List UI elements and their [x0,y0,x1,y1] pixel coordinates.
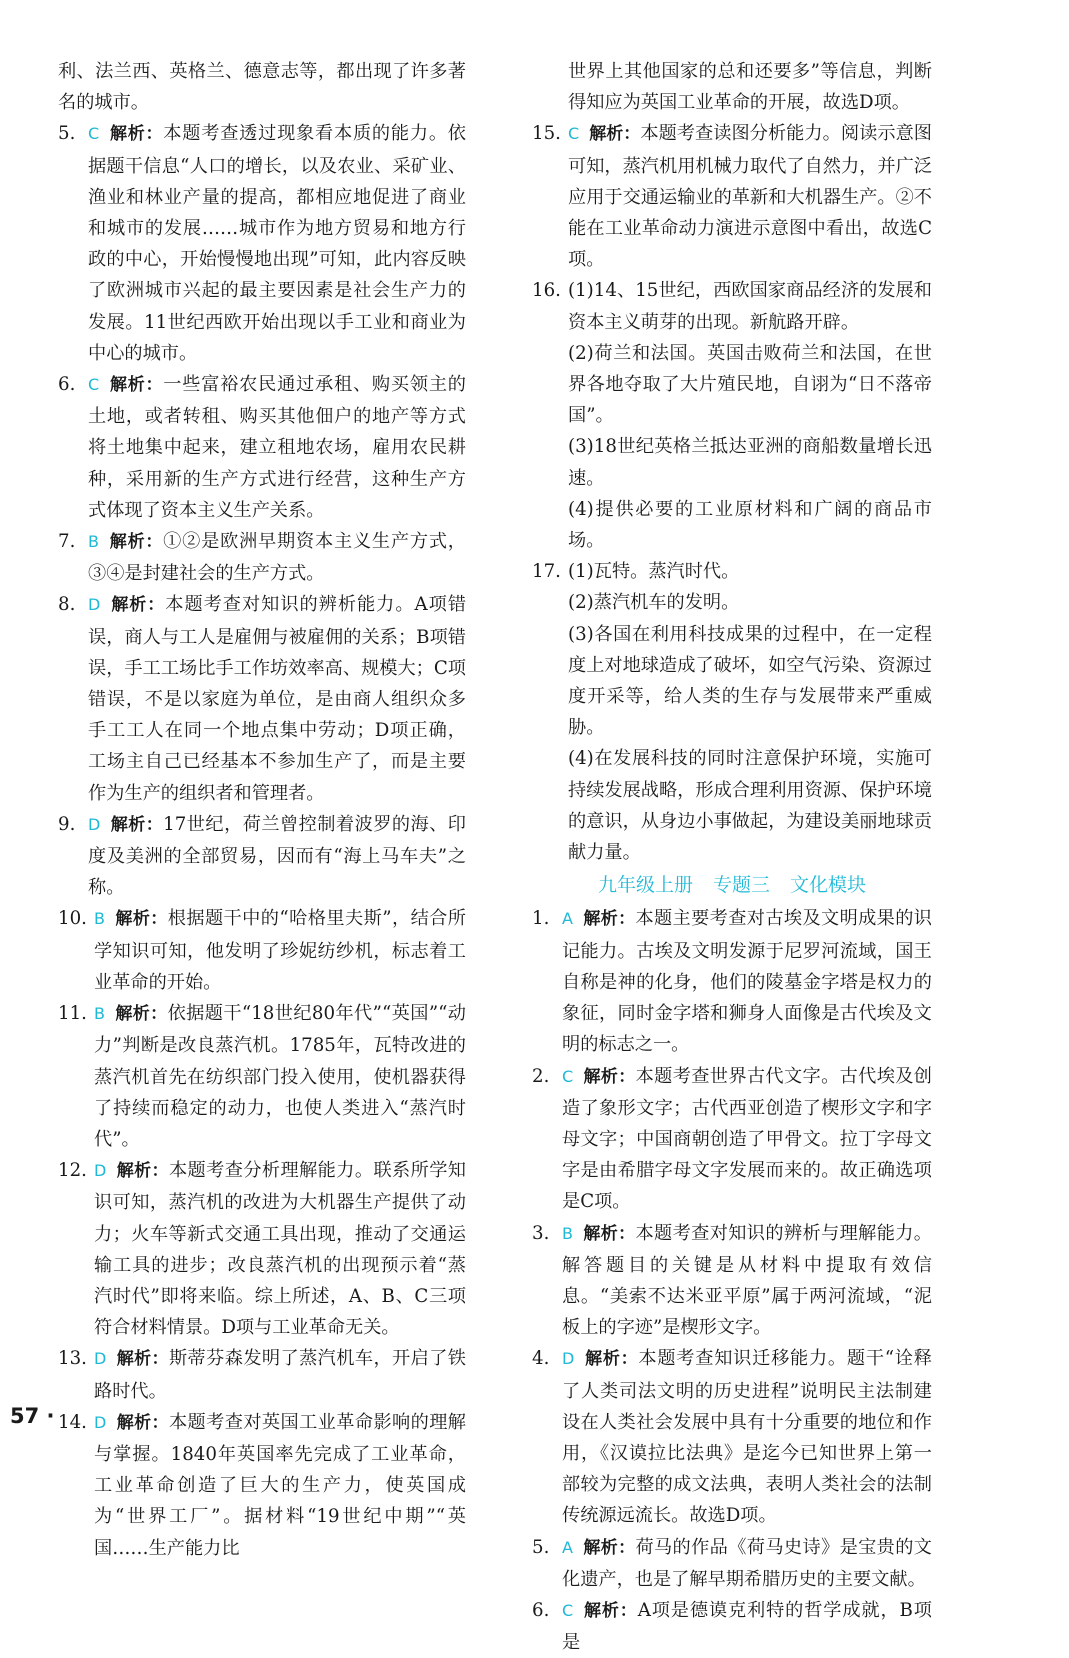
answer-letter: D [88,595,101,615]
analysis-text: 本题考查读图分析能力。阅读示意图可知，蒸汽机用机械力取代了自然力，并广泛应用于交通运输业的革新和大机器生产。②不能在工业革命动力演进示意图中看出，故选C项。 [568,123,932,271]
answer-letter: A [562,909,573,929]
question-number: 8. [58,594,76,616]
answer-11 [58,998,466,1155]
analysis-text: 本题主要考查对古埃及文明成果的识记能力。古埃及文明发源于尼罗河流域，国王自称是神的化身，他们的陵墓金字塔是权力的象征，同时金字塔和狮身人面像是古代埃及文明的标志之一。 [562,908,932,1056]
analysis-text: 本题考查透过现象看本质的能力。依据题干信息“人口的增长，以及农业、采矿业、渔业和林业产量的提高，都相应地促进了商业和城市的发展……城市作为地方贸易和地方行政的中心，开始慢慢地出现”可知，此内容反映了欧洲城市兴起的最主要因素是社会生产力的发展。11世纪西欧开始出现以手工业和商业为中心的城市。 [88,123,466,364]
answer-14 [58,1407,466,1564]
answer-c6 [532,1595,932,1658]
answer-16 [532,275,932,337]
analysis-text: 本题考查对知识的辨析能力。A项错误，商人与工人是雇佣与被雇佣的关系；B项错误，手工工场比手工作坊效率高、规模大；C项错误，不是以家庭为单位，是由商人组织众多手工工人在同一个地点集中劳动；D项正确，工场主自己已经基本不参加生产了，而是主要作为生产的组织者和管理者。 [88,594,467,804]
answer-10 [58,903,466,998]
sub-answer: (1)瓦特。蒸汽时代。 [568,561,740,583]
analysis-label: 解析： [109,375,164,396]
answer-17 [532,556,932,587]
question-number: 17. [532,561,561,583]
analysis-label: 解析： [583,1600,638,1621]
analysis-text: 本题考查知识迁移能力。题干“诠释了人类司法文明的历史进程”说明民主法制建设在人类社会发展中具有十分重要的地位和作用，《汉谟拉比法典》是迄今已知世界上第一部较为完整的成文法典，表明人类社会的法制传统源远流长。故选D项。 [562,1348,932,1527]
answer-letter: B [94,1004,105,1024]
analysis-label: 解析： [582,909,636,930]
answer-letter: D [94,1161,107,1181]
analysis-text: 17世纪，荷兰曾控制着波罗的海、印度及美洲的全部贸易，因而有“海上马车夫”之称。 [88,813,466,899]
right-column [532,56,932,1658]
analysis-text: 本题考查分析理解能力。联系所学知识可知，蒸汽机的改进为大机器生产提供了动力；火车等新式交通工具出现，推动了交通运输工具的进步；改良蒸汽机的出现预示着“蒸汽时代”即将来临。综上所述，A、B、C三项符合材料情景。D项与工业革命无关。 [94,1160,466,1339]
question-number: 1. [532,908,550,930]
answer-letter: C [562,1066,574,1086]
sub-answer: (2)蒸汽机车的发明。 [568,592,740,614]
analysis-label: 解析： [108,532,164,553]
answer-12 [58,1155,466,1343]
answer-7 [58,526,466,589]
question-number: 13. [58,1348,87,1370]
question-number: 7. [58,531,76,553]
page-number: 57 · [10,1404,55,1428]
answer-letter: D [562,1349,575,1369]
question-number: 9. [58,813,76,835]
answer-letter: D [88,814,101,834]
analysis-text: 本题考查世界古代文字。古代埃及创造了象形文字；古代西亚创造了楔形文字和字母文字；中国商朝创造了甲骨文。拉丁字母文字是由希腊字母文字发展而来的。故正确选项是C项。 [562,1065,932,1213]
question-number: 6. [532,1599,550,1621]
question-number: 14. [58,1411,87,1433]
answer-15 [532,118,932,275]
question-number: 2. [532,1065,550,1087]
question-number: 6. [58,374,76,396]
analysis-label: 解析： [584,1349,639,1370]
answer-9 [58,809,466,904]
section-heading [532,870,932,901]
answer-5 [58,118,466,369]
answer-4-continued: 利、法兰西、英格兰、德意志等，都出现了许多著名的城市。 [58,61,466,114]
answer-letter: C [562,1600,574,1620]
answer-letter: A [562,1537,573,1557]
answer-c2 [532,1061,932,1218]
answer-8 [58,589,466,808]
answer-14-continued: 世界上其他国家的总和还要多”等信息，判断得知应为英国工业革命的开展，故选D项。 [568,61,932,114]
analysis-text: 根据题干中的“哈格里夫斯”，结合所学知识可知，他发明了珍妮纺纱机，标志着工业革命的开始。 [94,908,466,993]
analysis-label: 解析： [582,1223,636,1244]
analysis-label: 解析： [110,595,166,616]
analysis-text: 依据题干“18世纪80年代”“英国”“动力”判断是改良蒸汽机。1785年，瓦特改进的蒸汽机首先在纺织部门投入使用，使机器获得了持续而稳定的动力，也使人类进入“蒸汽时代”。 [94,1003,466,1150]
question-number: 16. [532,280,561,302]
answer-letter: B [88,532,99,552]
question-number: 12. [58,1160,87,1182]
analysis-label: 解析： [116,1161,169,1182]
question-number: 5. [58,123,76,145]
analysis-text: A项是德谟克利特的哲学成就，B项是 [562,1599,932,1654]
analysis-text: 一些富裕农民通过承租、购买领主的土地，或者转租、购买其他佃户的地产等方式将土地集中起来，建立租地农场，雇用农民耕种，采用新的生产方式进行经营，这种生产方式体现了资本主义生产关系。 [88,374,466,521]
answer-13 [58,1343,466,1406]
question-number: 11. [58,1003,87,1025]
sub-answer: (2)荷兰和法国。英国击败荷兰和法国，在世界各地夺取了大片殖民地，自诩为“日不落帝国”。 [568,342,932,427]
analysis-label: 解析： [116,1412,169,1433]
answer-c3 [532,1218,932,1344]
analysis-label: 解析： [110,814,164,835]
question-number: 5. [532,1536,550,1558]
sub-answer: (4)提供必要的工业原材料和广阔的商品市场。 [568,498,932,552]
analysis-text: 本题考查对英国工业革命影响的理解与掌握。1840年英国率先完成了工业革命，工业革命创造了巨大的生产力，使英国成为“世界工厂”。据材料“19世纪中期”“英国……生产能力比 [94,1411,466,1559]
sub-answer: (1)14、15世纪，西欧国家商品经济的发展和资本主义萌芽的出现。新航路开辟。 [568,280,932,333]
answer-letter: D [94,1349,107,1369]
answer-letter: C [88,124,100,144]
analysis-label: 解析： [114,1004,168,1025]
analysis-label: 解析： [116,1349,169,1370]
analysis-label: 解析： [114,909,168,930]
module-label: 文化模块 [790,874,867,897]
analysis-text: 斯蒂芬森发明了蒸汽机车，开启了铁路时代。 [94,1348,466,1402]
answer-letter: D [94,1412,107,1432]
answer-letter: C [88,375,100,395]
question-number: 3. [532,1222,550,1244]
answer-c5 [532,1532,932,1595]
question-number: 4. [532,1348,550,1370]
answer-letter: B [94,909,105,929]
analysis-text: 荷马的作品《荷马史诗》是宝贵的文化遗产，也是了解早期希腊历史的主要文献。 [562,1536,932,1590]
answer-c4 [532,1343,932,1531]
analysis-text: ①②是欧洲早期资本主义生产方式，③④是封建社会的生产方式。 [88,531,466,585]
analysis-label: 解析： [589,124,641,145]
sub-answer: (3)18世纪英格兰抵达亚洲的商船数量增长迅速。 [568,436,932,489]
answer-6 [58,369,466,526]
analysis-label: 解析： [582,1537,636,1558]
grade-label: 九年级上册 [597,874,693,897]
answer-c1 [532,903,932,1060]
answer-letter: C [568,124,580,144]
sub-answer: (3)各国在利用科技成果的过程中，在一定程度上对地球造成了破坏，如空气污染、资源过度开采等，给人类的生存与发展带来严重威胁。 [568,623,932,739]
analysis-label: 解析： [583,1066,636,1087]
question-number: 15. [532,123,561,145]
analysis-text: 本题考查对知识的辨析与理解能力。解答题目的关键是从材料中提取有效信息。“美索不达米亚平原”属于两河流域，“泥板上的字迹”是楔形文字。 [562,1222,932,1339]
question-number: 10. [58,908,87,930]
analysis-label: 解析： [109,124,164,145]
left-column [58,56,466,1564]
sub-answer: (4)在发展科技的同时注意保护环境，实施可持续发展战略，形成合理利用资源、保护环境的意识，从身边小事做起，为建设美丽地球贡献力量。 [568,748,932,864]
topic-label: 专题三 [712,874,770,897]
answer-letter: B [562,1223,573,1243]
